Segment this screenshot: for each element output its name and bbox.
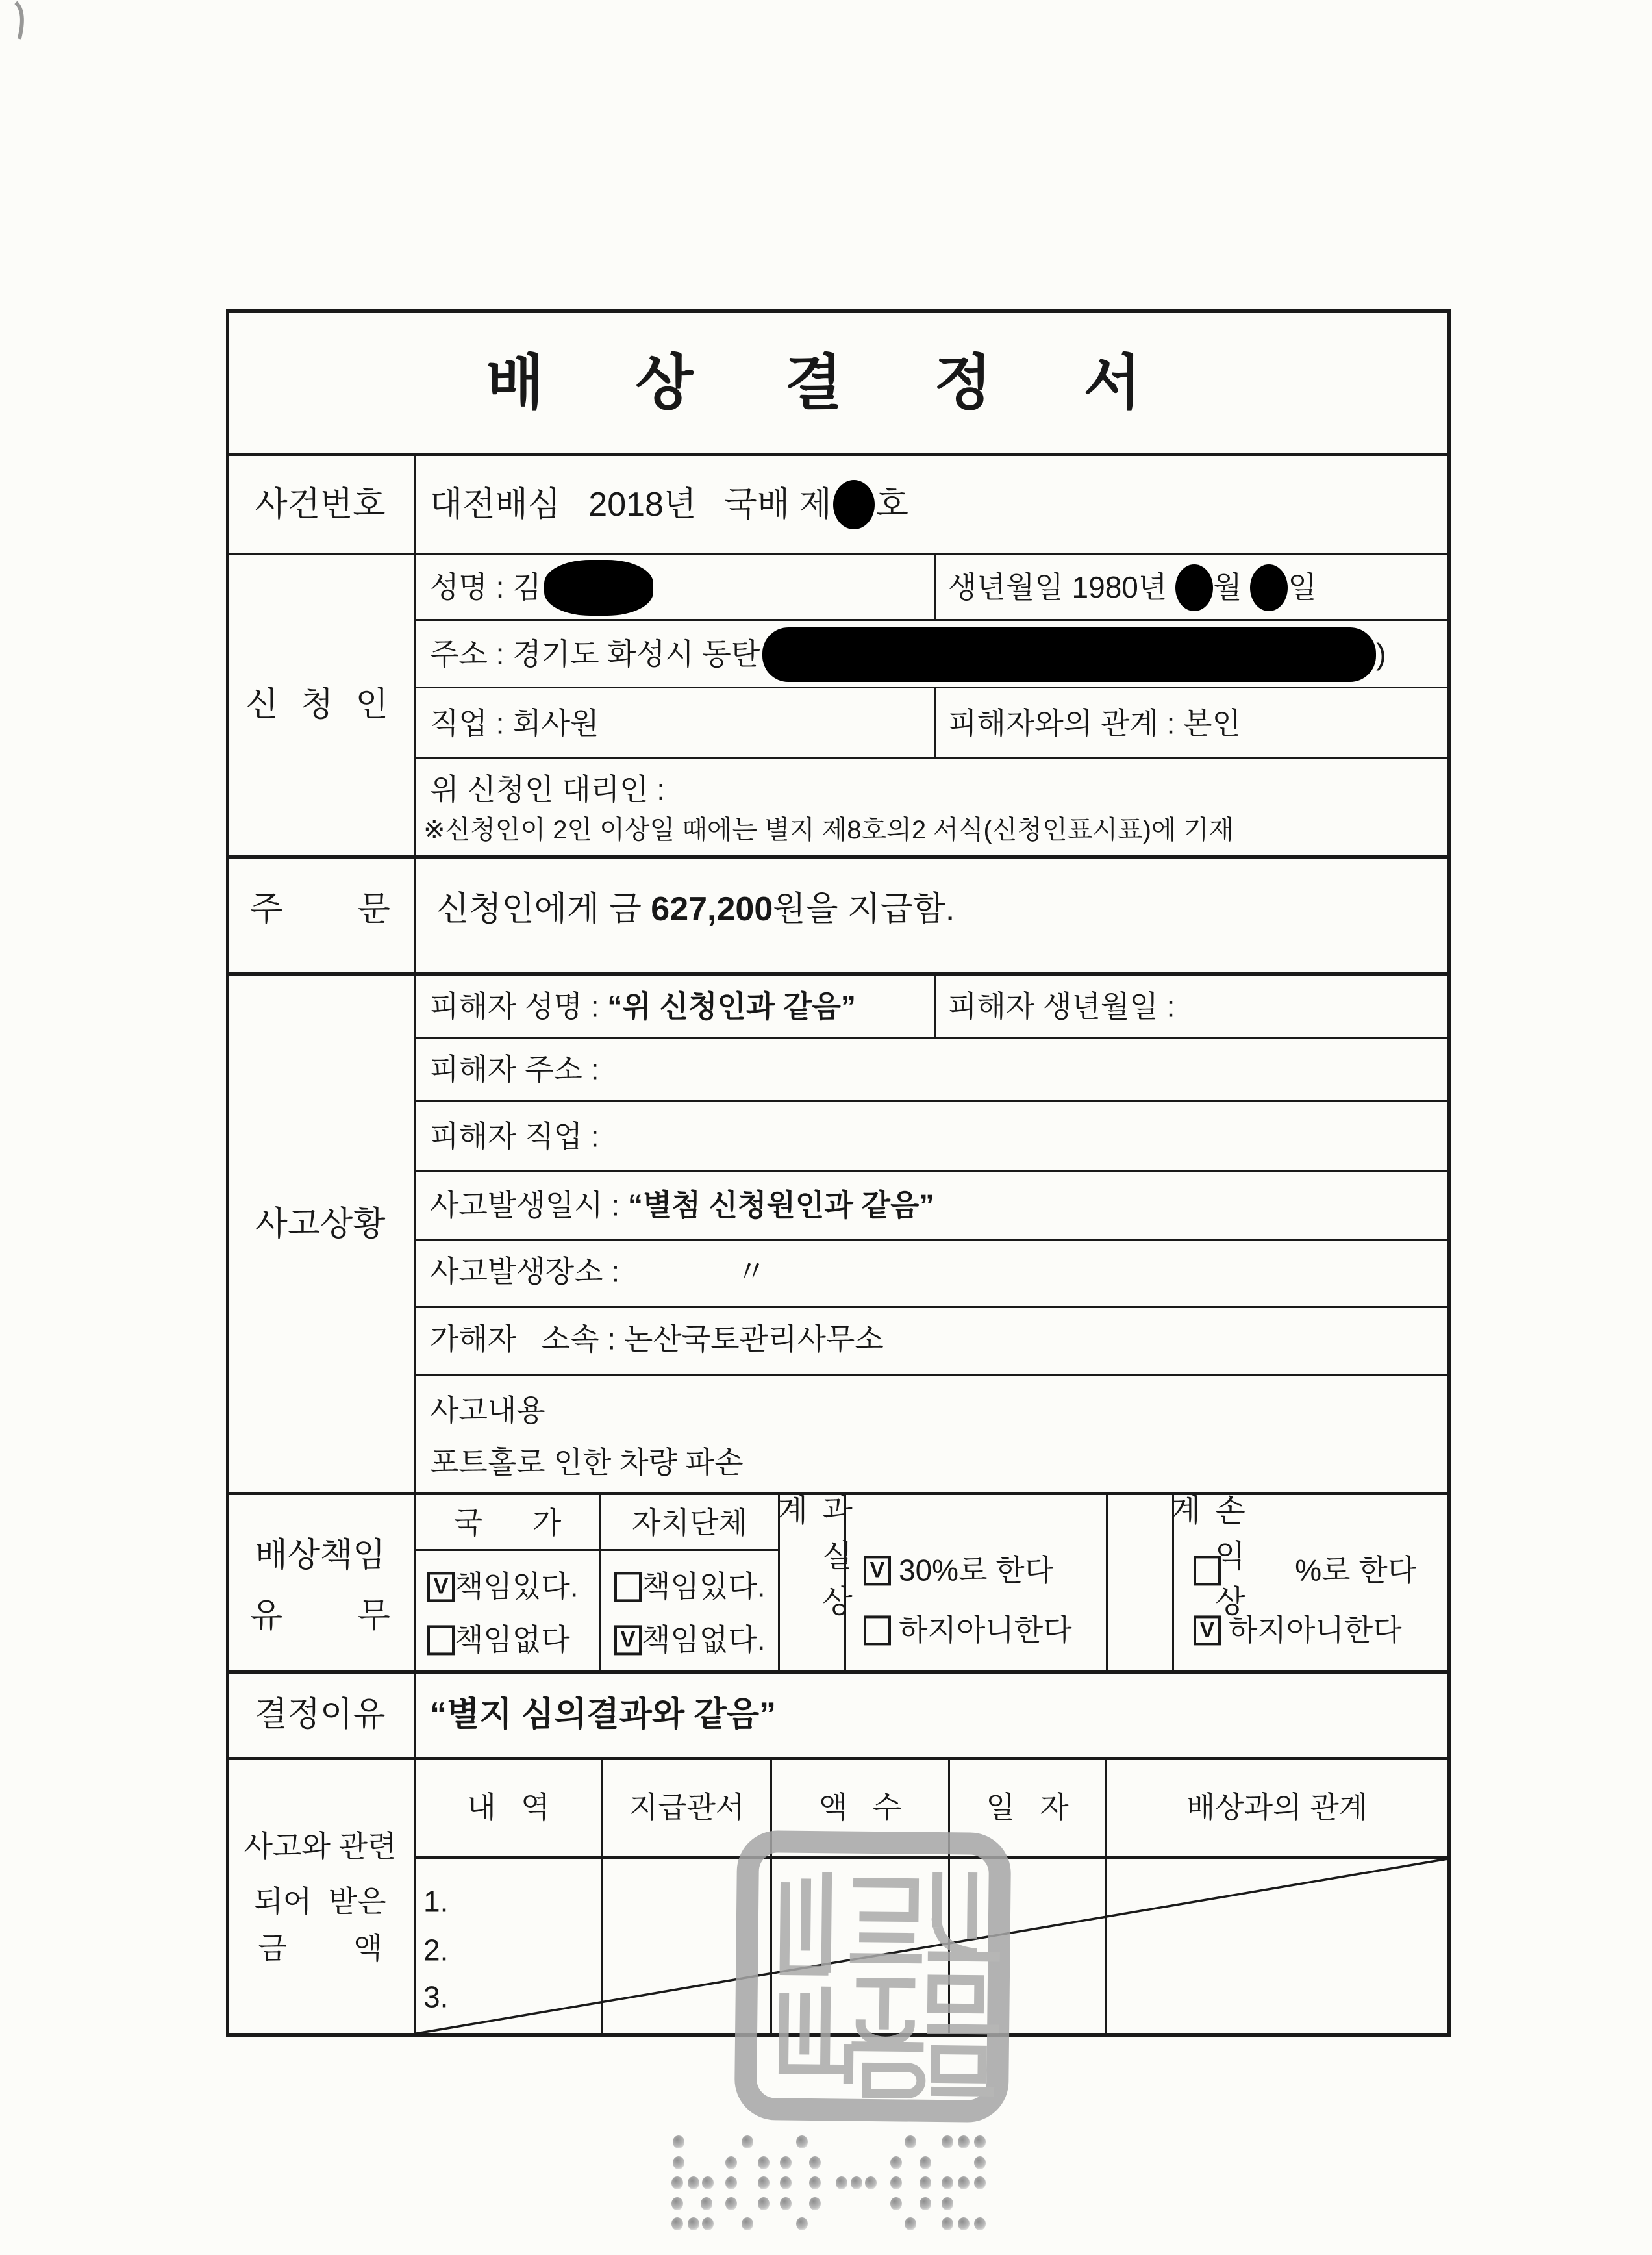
punch-dot [671, 2176, 683, 2189]
received-header-detail [416, 1789, 601, 1825]
accident-content-label-text: 사고내용 [430, 1393, 545, 1428]
fault-offset-label [772, 1494, 851, 1670]
received-header-relation [1107, 1789, 1447, 1825]
accident-place [430, 1253, 766, 1289]
victim-relation [948, 705, 1241, 741]
redaction-bar [762, 627, 1376, 682]
accident-content-value-text: 포트홀로 인한 차량 파손 [430, 1445, 744, 1480]
accident-section-label-text: 사고상황 [255, 1205, 386, 1243]
liability-label-line1: 배상책임 [255, 1536, 386, 1574]
fault-offset-label-text: 과실상계 [772, 1494, 851, 1630]
punch-dot [796, 2135, 808, 2148]
received-header-text: 내 역 [467, 1790, 550, 1824]
accident-place-label: 사고발생장소 : [430, 1254, 620, 1289]
applicant-section-label-text: 신 청 인 [245, 685, 395, 724]
punch-dot [725, 2176, 737, 2189]
applicant-agent-note-text: ※신청인이 2인 이상일 때에는 별지 제8호의2 서식(신청인표시표)에 기재 [423, 816, 1234, 844]
liability-local-header-text: 자치단체 [632, 1505, 747, 1540]
punch-dot [942, 2135, 953, 2148]
punch-dot [809, 2197, 821, 2210]
option-label: 책임있다. [455, 1569, 579, 1604]
received-label-line3 [226, 1930, 414, 1966]
punch-dot [890, 2176, 902, 2189]
received-header-date [950, 1789, 1105, 1825]
received-header-text: 배상과의 관계 [1186, 1790, 1368, 1824]
punch-dot [671, 2197, 683, 2210]
checkbox-checked: V [614, 1625, 642, 1655]
punch-dot [905, 2135, 916, 2148]
punch-dot [702, 2176, 714, 2189]
case-number-prefix: 대전배심 2018년 국배 제 [430, 485, 832, 523]
received-label-text: 되어 받은 [254, 1884, 386, 1919]
received-item-2 [423, 1932, 448, 1968]
order-label [226, 889, 414, 929]
received-header-text: 액 수 [818, 1790, 902, 1824]
reason-label-text: 결정이유 [255, 1695, 386, 1733]
birthdate-day: 일 [1288, 570, 1317, 605]
applicant-agent-note [423, 814, 1234, 846]
liability-nation-option-no [427, 1622, 570, 1657]
victim-birthdate-label: 피해자 생년월일 : [948, 989, 1175, 1024]
liability-section-label-1 [226, 1535, 414, 1576]
punch-dot [688, 2176, 699, 2189]
applicant-job [430, 705, 599, 741]
victim-name-label: 피해자 성명 : [430, 989, 608, 1024]
redaction-mark [1175, 564, 1213, 611]
option-label: 하지아니한다 [1229, 1613, 1402, 1647]
option-label: 하지아니한다 [899, 1613, 1072, 1647]
received-header-text: 지급관서 [629, 1790, 745, 1824]
received-item-text: 1. [423, 1884, 449, 1919]
punch-dot [942, 2217, 953, 2230]
official-seal-stamp [732, 1827, 1015, 2126]
punch-dot [974, 2176, 986, 2189]
victim-address-label: 피해자 주소 : [430, 1052, 599, 1087]
profit-option-percent [1194, 1552, 1416, 1588]
checkbox-unchecked [864, 1615, 891, 1645]
punch-dot [958, 2135, 970, 2148]
liability-nation-header [416, 1505, 599, 1541]
order-amount: 627,200 [651, 890, 773, 928]
punch-dot [836, 2176, 847, 2189]
punch-dot [920, 2197, 931, 2210]
birthdate-month: 월 [1213, 570, 1251, 605]
punch-dot [796, 2217, 808, 2230]
punch-dot [742, 2135, 753, 2148]
victim-name-value: “위 신청인과 같음” [607, 989, 856, 1024]
received-item-3 [423, 1979, 448, 2015]
punch-dot [958, 2176, 970, 2189]
case-number-value [430, 480, 908, 529]
received-label-line2 [226, 1883, 414, 1919]
punch-dot [920, 2156, 931, 2169]
applicant-name-text: 성명 : 김 [430, 570, 542, 605]
punch-dot [905, 2217, 916, 2230]
offender-affiliation [430, 1321, 884, 1357]
applicant-agent [430, 772, 665, 807]
punch-dot [742, 2217, 753, 2230]
received-item-text: 3. [423, 1980, 449, 2014]
birthdate-prefix: 생년월일 1980년 [948, 570, 1176, 605]
received-header-office [603, 1789, 770, 1825]
accident-datetime-value: “별첨 신청원인과 같음” [627, 1188, 934, 1222]
reason-value-text: “별지 심의결과와 같음” [430, 1695, 776, 1733]
victim-relation-text: 피해자와의 관계 : 본인 [948, 706, 1242, 740]
accident-section-label [226, 1204, 414, 1244]
punch-dot [780, 2197, 792, 2210]
punch-dot [702, 2217, 714, 2230]
received-item-text: 2. [423, 1933, 449, 1967]
victim-address [430, 1052, 599, 1087]
offender-affiliation-text: 가해자 소속 : 논산국토관리사무소 [430, 1322, 884, 1356]
liability-nation-header-text: 국 가 [453, 1505, 562, 1540]
punch-dot [673, 2156, 684, 2169]
checkbox-checked: V [427, 1572, 455, 1602]
liability-label-line2: 유 무 [249, 1596, 391, 1635]
punch-dot [673, 2135, 684, 2148]
checkbox-checked: V [1194, 1615, 1221, 1645]
order-prefix: 신청인에게 금 [436, 890, 651, 928]
case-number-suffix: 호 [875, 485, 908, 523]
received-label-line1 [226, 1828, 414, 1864]
fault-option-none [864, 1612, 1072, 1648]
accident-content-value [430, 1444, 744, 1480]
address-close-paren: ) [1376, 637, 1386, 672]
case-number-label-text: 사건번호 [255, 485, 386, 523]
punch-dot [688, 2217, 699, 2230]
document-title [226, 347, 1421, 419]
punch-dot [865, 2176, 877, 2189]
received-label-text: 금 액 [258, 1931, 382, 1965]
applicant-address [430, 627, 1386, 682]
received-header-amount [772, 1789, 948, 1825]
punch-dot [780, 2176, 792, 2189]
liability-section-label-2 [226, 1596, 414, 1636]
accident-content-label [430, 1392, 545, 1428]
liability-local-option-yes [614, 1568, 766, 1604]
order-suffix: 원을 지급함. [773, 890, 955, 928]
profit-option-none [1194, 1612, 1402, 1648]
redaction-mark [833, 480, 875, 529]
redaction-mark [544, 560, 653, 616]
punch-dot [942, 2197, 953, 2210]
punch-dot [942, 2176, 953, 2189]
checkbox-unchecked [427, 1625, 455, 1655]
redaction-mark [1250, 564, 1288, 611]
punch-dot [809, 2156, 821, 2169]
address-prefix: 주소 : 경기도 화성시 동탄 [430, 637, 760, 672]
victim-job-label: 피해자 직업 : [430, 1119, 599, 1153]
liability-local-header [601, 1505, 778, 1541]
victim-birthdate [948, 989, 1175, 1024]
applicant-job-text: 직업 : 회사원 [430, 706, 599, 740]
liability-nation-option-yes [427, 1568, 579, 1604]
victim-job [430, 1118, 599, 1154]
punch-dot [920, 2176, 931, 2189]
fault-option-percent [864, 1552, 1053, 1588]
checkbox-checked: V [864, 1556, 891, 1585]
applicant-section-label [226, 685, 414, 725]
order-value [436, 889, 955, 929]
received-label-text: 사고와 관련 [244, 1829, 397, 1863]
punch-dot [780, 2156, 792, 2169]
applicant-birthdate [948, 564, 1317, 611]
punch-dot [809, 2176, 821, 2189]
checkbox-unchecked [1194, 1556, 1221, 1585]
punch-dot [671, 2217, 683, 2230]
case-number-label [226, 485, 414, 525]
victim-name [430, 989, 856, 1024]
accident-datetime-label: 사고발생일시 : [430, 1188, 628, 1222]
punch-dot [758, 2176, 770, 2189]
applicant-name [430, 560, 653, 616]
accident-datetime [430, 1187, 934, 1223]
punch-dot [890, 2197, 902, 2210]
document-title-text: 배 상 결 정 서 [486, 349, 1161, 416]
accident-place-ditto: 〃 [736, 1254, 767, 1289]
reason-label [226, 1694, 414, 1735]
order-label-text: 주 문 [249, 890, 391, 928]
option-label: 책임없다. [642, 1622, 766, 1657]
checkbox-unchecked [614, 1572, 642, 1602]
option-label: %로 한다 [1229, 1553, 1417, 1587]
punch-dot [958, 2217, 970, 2230]
punch-dot [974, 2217, 986, 2230]
option-label: 30%로 한다 [899, 1553, 1054, 1587]
punch-dot [725, 2197, 737, 2210]
punch-dot [974, 2156, 986, 2169]
punch-dot [758, 2197, 770, 2210]
profit-offset-label-text: 손익상계 [1165, 1494, 1244, 1630]
received-item-1 [423, 1883, 448, 1919]
option-label: 책임있다. [642, 1569, 766, 1604]
punch-dot [851, 2176, 862, 2189]
applicant-agent-text: 위 신청인 대리인 : [430, 772, 666, 807]
liability-local-option-no [614, 1622, 766, 1657]
punch-dot [701, 2197, 712, 2210]
punch-dot [758, 2156, 770, 2169]
option-label: 책임없다 [455, 1622, 570, 1657]
reason-value [430, 1694, 776, 1735]
punch-dot [725, 2156, 737, 2169]
punch-dot [890, 2156, 902, 2169]
received-header-text: 일 자 [986, 1790, 1069, 1824]
punch-dot [974, 2135, 986, 2148]
